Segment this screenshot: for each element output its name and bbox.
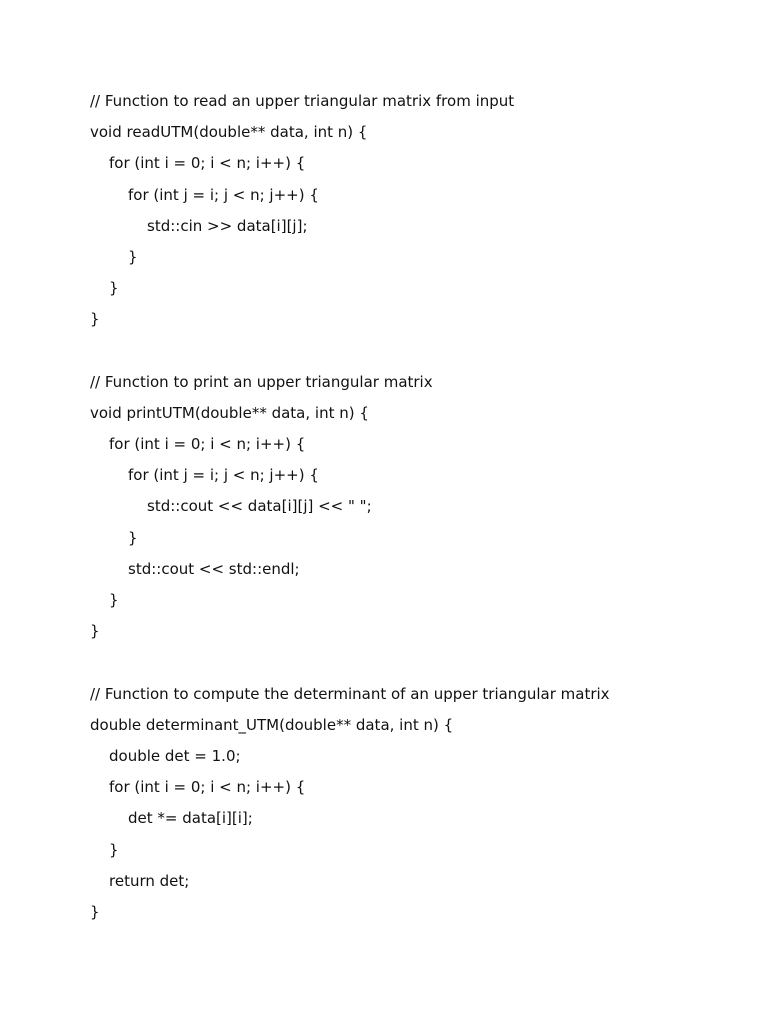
code-line: std::cout << data[i][j] << " "; [147,497,372,516]
comment-line: // Function to compute the determinant of an upper triangular matrix [90,684,610,703]
comment-line: // Function to print an upper triangular matrix [90,372,433,391]
code-line: } [90,310,100,329]
code-line: std::cout << std::endl; [128,559,300,578]
code-line: } [90,902,100,921]
code-line: for (int i = 0; i < n; i++) { [109,435,306,454]
code-line: return det; [109,871,190,890]
function-signature-line: void printUTM(double** data, int n) { [90,403,369,422]
code-line: for (int j = i; j < n; j++) { [128,466,319,485]
code-line: double det = 1.0; [109,746,241,765]
code-line: for (int j = i; j < n; j++) { [128,185,319,204]
code-line: for (int i = 0; i < n; i++) { [109,154,306,173]
blank-line [90,647,730,678]
code-line: det *= data[i][i]; [128,809,253,828]
blank-line [90,336,730,367]
function-signature-line: void readUTM(double** data, int n) { [90,123,368,142]
code-line: } [109,279,119,298]
code-line: } [128,528,138,547]
code-block [90,86,730,928]
code-line: } [90,622,100,641]
code-line: } [109,591,119,609]
comment-line: // Function to read an upper triangular matrix from input [90,92,515,110]
code-line: } [109,840,119,859]
function-signature-line: double determinant_UTM(double** data, int n) { [90,715,454,734]
code-line: for (int i = 0; i < n; i++) { [109,778,306,797]
code-line: std::cin >> data[i][j]; [147,216,308,235]
code-line: } [128,247,138,266]
